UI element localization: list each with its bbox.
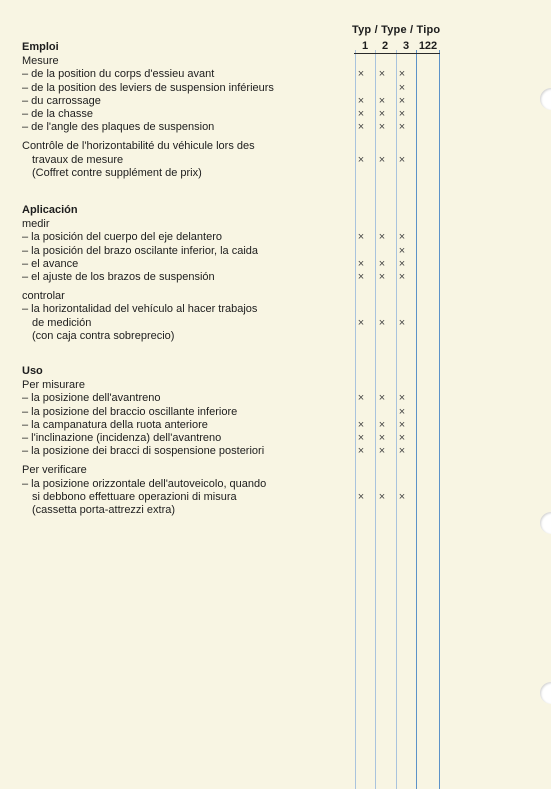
cross-mark: × xyxy=(357,316,365,329)
group-heading: Per verificare xyxy=(22,464,87,477)
cross-mark: × xyxy=(357,490,365,503)
item-text-line: – la posición del brazo oscilante inferior, la caida xyxy=(22,244,259,257)
cross-mark: × xyxy=(398,257,406,270)
section-title: Aplicación xyxy=(22,204,78,216)
item-text-line: de medición xyxy=(32,316,92,329)
cross-mark: × xyxy=(398,68,406,81)
column-rule-4 xyxy=(416,50,417,789)
cross-mark: × xyxy=(398,392,406,405)
cross-mark: × xyxy=(378,316,386,329)
cross-mark: × xyxy=(398,108,406,120)
cross-mark: × xyxy=(398,121,406,134)
item-text-line: – l'inclinazione (incidenza) dell'avantreno xyxy=(22,432,222,444)
cross-mark: × xyxy=(398,418,406,431)
item-text-line: – la posizione dell'avantreno xyxy=(22,392,161,405)
cross-mark: × xyxy=(398,94,406,107)
item-text-line: – el ajuste de los brazos de suspensión xyxy=(22,271,215,283)
group-heading: Mesure xyxy=(22,55,59,68)
type-header: Typ / Type / Tipo xyxy=(352,24,441,36)
cross-mark: × xyxy=(378,94,386,107)
item-text-line: (con caja contra sobreprecio) xyxy=(32,329,175,342)
cross-mark: × xyxy=(357,392,365,405)
item-text-line: travaux de mesure xyxy=(32,153,124,166)
binder-hole-bottom xyxy=(540,682,551,704)
cross-mark: × xyxy=(357,94,365,107)
cross-mark: × xyxy=(357,257,365,270)
cross-mark: × xyxy=(398,271,406,283)
cross-mark: × xyxy=(378,257,386,270)
item-text-line: – la posición del cuerpo del eje delantero xyxy=(22,231,222,244)
binder-hole-top xyxy=(540,88,551,110)
cross-mark: × xyxy=(398,231,406,244)
cross-mark: × xyxy=(398,490,406,503)
column-header-4: 122 xyxy=(418,40,438,52)
cross-mark: × xyxy=(357,153,365,166)
cross-mark: × xyxy=(357,68,365,81)
cross-mark: × xyxy=(398,316,406,329)
item-text-line: – la horizontalidad del vehículo al hacer trabajos xyxy=(22,303,258,316)
item-text-line: – de la position des leviers de suspension inférieurs xyxy=(22,81,274,94)
column-header-3: 3 xyxy=(402,40,410,52)
item-text-line: Contrôle de l'horizontabilité du véhicule lors des xyxy=(22,140,255,153)
cross-mark: × xyxy=(398,81,406,94)
item-text-line: (Coffret contre supplément de prix) xyxy=(32,166,202,179)
item-text-line: – la campanatura della ruota anteriore xyxy=(22,418,208,431)
header-underline xyxy=(354,53,440,54)
item-text-line: – el avance xyxy=(22,257,79,270)
cross-mark: × xyxy=(378,418,386,431)
item-text-line: – de l'angle des plaques de suspension xyxy=(22,121,215,134)
item-text-line: si debbono effettuare operazioni di misura xyxy=(32,490,237,503)
binder-hole-middle xyxy=(540,512,551,534)
cross-mark: × xyxy=(378,432,386,444)
group-heading: Per misurare xyxy=(22,379,85,392)
column-header-1: 1 xyxy=(361,40,369,52)
cross-mark: × xyxy=(398,244,406,257)
section-title: Uso xyxy=(22,365,43,377)
cross-mark: × xyxy=(357,108,365,120)
column-rule-5 xyxy=(439,50,440,789)
cross-mark: × xyxy=(378,68,386,81)
group-heading: medir xyxy=(22,218,50,231)
cross-mark: × xyxy=(357,231,365,244)
cross-mark: × xyxy=(378,231,386,244)
cross-mark: × xyxy=(398,445,406,458)
item-text-line: – de la position du corps d'essieu avant xyxy=(22,68,215,81)
cross-mark: × xyxy=(357,432,365,444)
cross-mark: × xyxy=(398,153,406,166)
item-text-line: (cassetta porta-attrezzi extra) xyxy=(32,504,176,516)
item-text-line: – du carrossage xyxy=(22,94,101,107)
cross-mark: × xyxy=(378,108,386,120)
cross-mark: × xyxy=(378,392,386,405)
item-text-line: – la posizione dei bracci di sospensione posteriori xyxy=(22,445,265,458)
item-text-line: – la posizione del braccio oscillante inferiore xyxy=(22,405,238,418)
column-header-2: 2 xyxy=(381,40,389,52)
cross-mark: × xyxy=(398,405,406,418)
section-title: Emploi xyxy=(22,41,59,53)
cross-mark: × xyxy=(357,445,365,458)
item-text-line: – de la chasse xyxy=(22,108,93,120)
cross-mark: × xyxy=(378,490,386,503)
cross-mark: × xyxy=(357,121,365,134)
cross-mark: × xyxy=(357,418,365,431)
cross-mark: × xyxy=(378,271,386,283)
group-heading: controlar xyxy=(22,290,65,303)
cross-mark: × xyxy=(398,432,406,444)
cross-mark: × xyxy=(378,153,386,166)
item-text-line: – la posizione orizzontale dell'autoveicolo, quando xyxy=(22,477,267,490)
cross-mark: × xyxy=(378,121,386,134)
cross-mark: × xyxy=(357,271,365,283)
cross-mark: × xyxy=(378,445,386,458)
